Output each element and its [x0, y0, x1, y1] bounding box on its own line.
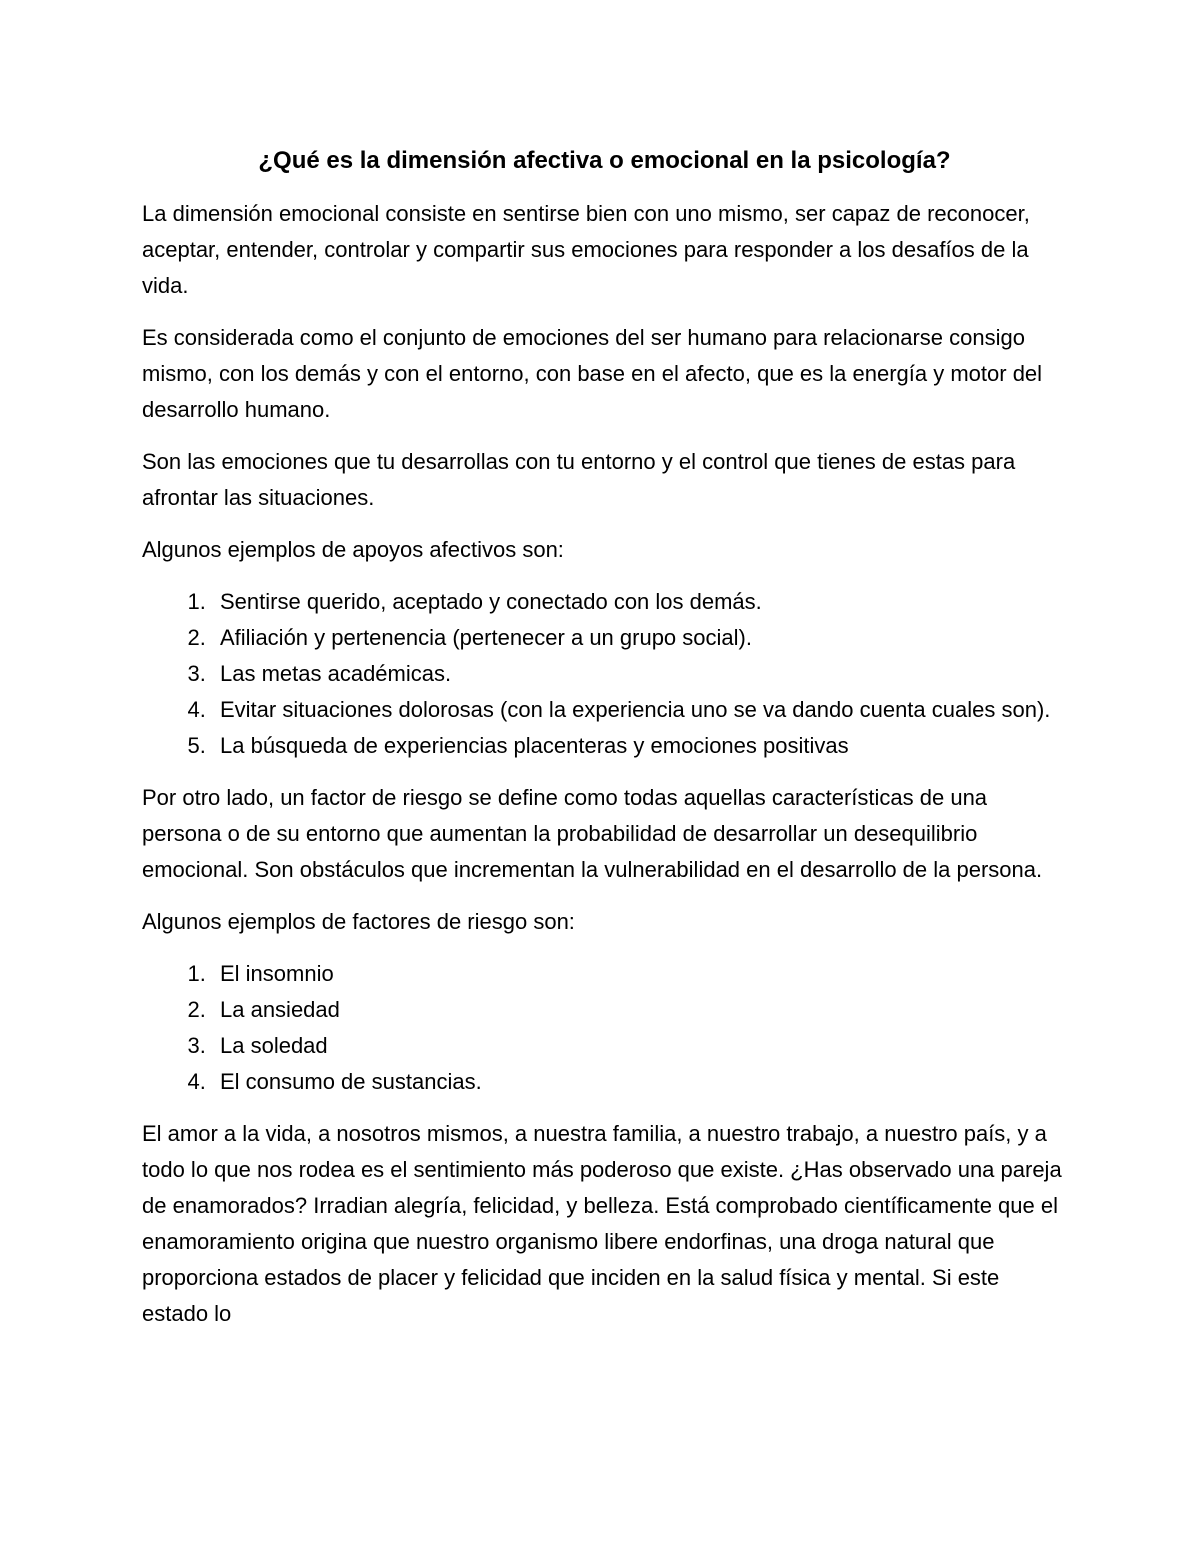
list-item: 2. La ansiedad [212, 992, 1067, 1028]
paragraph-considered: Es considerada como el conjunto de emociones del ser humano para relacionarse consigo mismo, con los demás y con el entorno, con base en el afecto, que es la energía y motor del desarrollo humano. [142, 325, 1043, 422]
risk-factor-list [142, 956, 1067, 1100]
document-title: ¿Qué es la dimensión afectiva o emocional en la psicología? [258, 147, 951, 174]
list-item: 1. Sentirse querido, aceptado y conectado con los demás. [212, 584, 1067, 620]
paragraph-risk-factor: Por otro lado, un factor de riesgo se define como todas aquellas características de una persona o de su entorno que aumentan la probabilidad de desarrollar un desequilibrio emocional. Son obstáculos que incrementan la vulnerabilidad en el desarrollo de la persona. [142, 785, 1043, 882]
list-item: 4. El consumo de sustancias. [212, 1064, 1067, 1100]
affective-support-list [142, 584, 1067, 764]
document-content [142, 146, 1067, 1348]
paragraph-emotions: Son las emociones que tu desarrollas con tu entorno y el control que tienes de estas para afrontar las situaciones. [142, 449, 1016, 510]
list-item: 3. La soledad [212, 1028, 1067, 1064]
paragraph-love: El amor a la vida, a nosotros mismos, a nuestra familia, a nuestro trabajo, a nuestro país, y a todo lo que nos rodea es el sentimiento más poderoso que existe. ¿Has observado una pareja de enamorados? Irradian alegría, felicidad, y belleza. Está comprobado científicamente que el enamoramiento origina que nuestro organismo libere endorfinas, una droga natural que proporciona estados de placer y felicidad que inciden en la salud física y mental. Si este estado lo [142, 1121, 1062, 1326]
list-item: 1. El insomnio [212, 956, 1067, 992]
paragraph-definition: La dimensión emocional consiste en sentirse bien con uno mismo, ser capaz de reconocer, aceptar, entender, controlar y compartir sus emociones para responder a los desafíos de la vida. [142, 201, 1030, 298]
list-item: 4. Evitar situaciones dolorosas (con la experiencia uno se va dando cuenta cuales son). [212, 692, 1067, 728]
paragraph-risk-intro: Algunos ejemplos de factores de riesgo son: [142, 909, 575, 934]
paragraph-support-intro: Algunos ejemplos de apoyos afectivos son: [142, 537, 564, 562]
list-item: 3. Las metas académicas. [212, 656, 1067, 692]
list-item: 5. La búsqueda de experiencias placenteras y emociones positivas [212, 728, 1067, 764]
list-item: 2. Afiliación y pertenencia (pertenecer a un grupo social). [212, 620, 1067, 656]
